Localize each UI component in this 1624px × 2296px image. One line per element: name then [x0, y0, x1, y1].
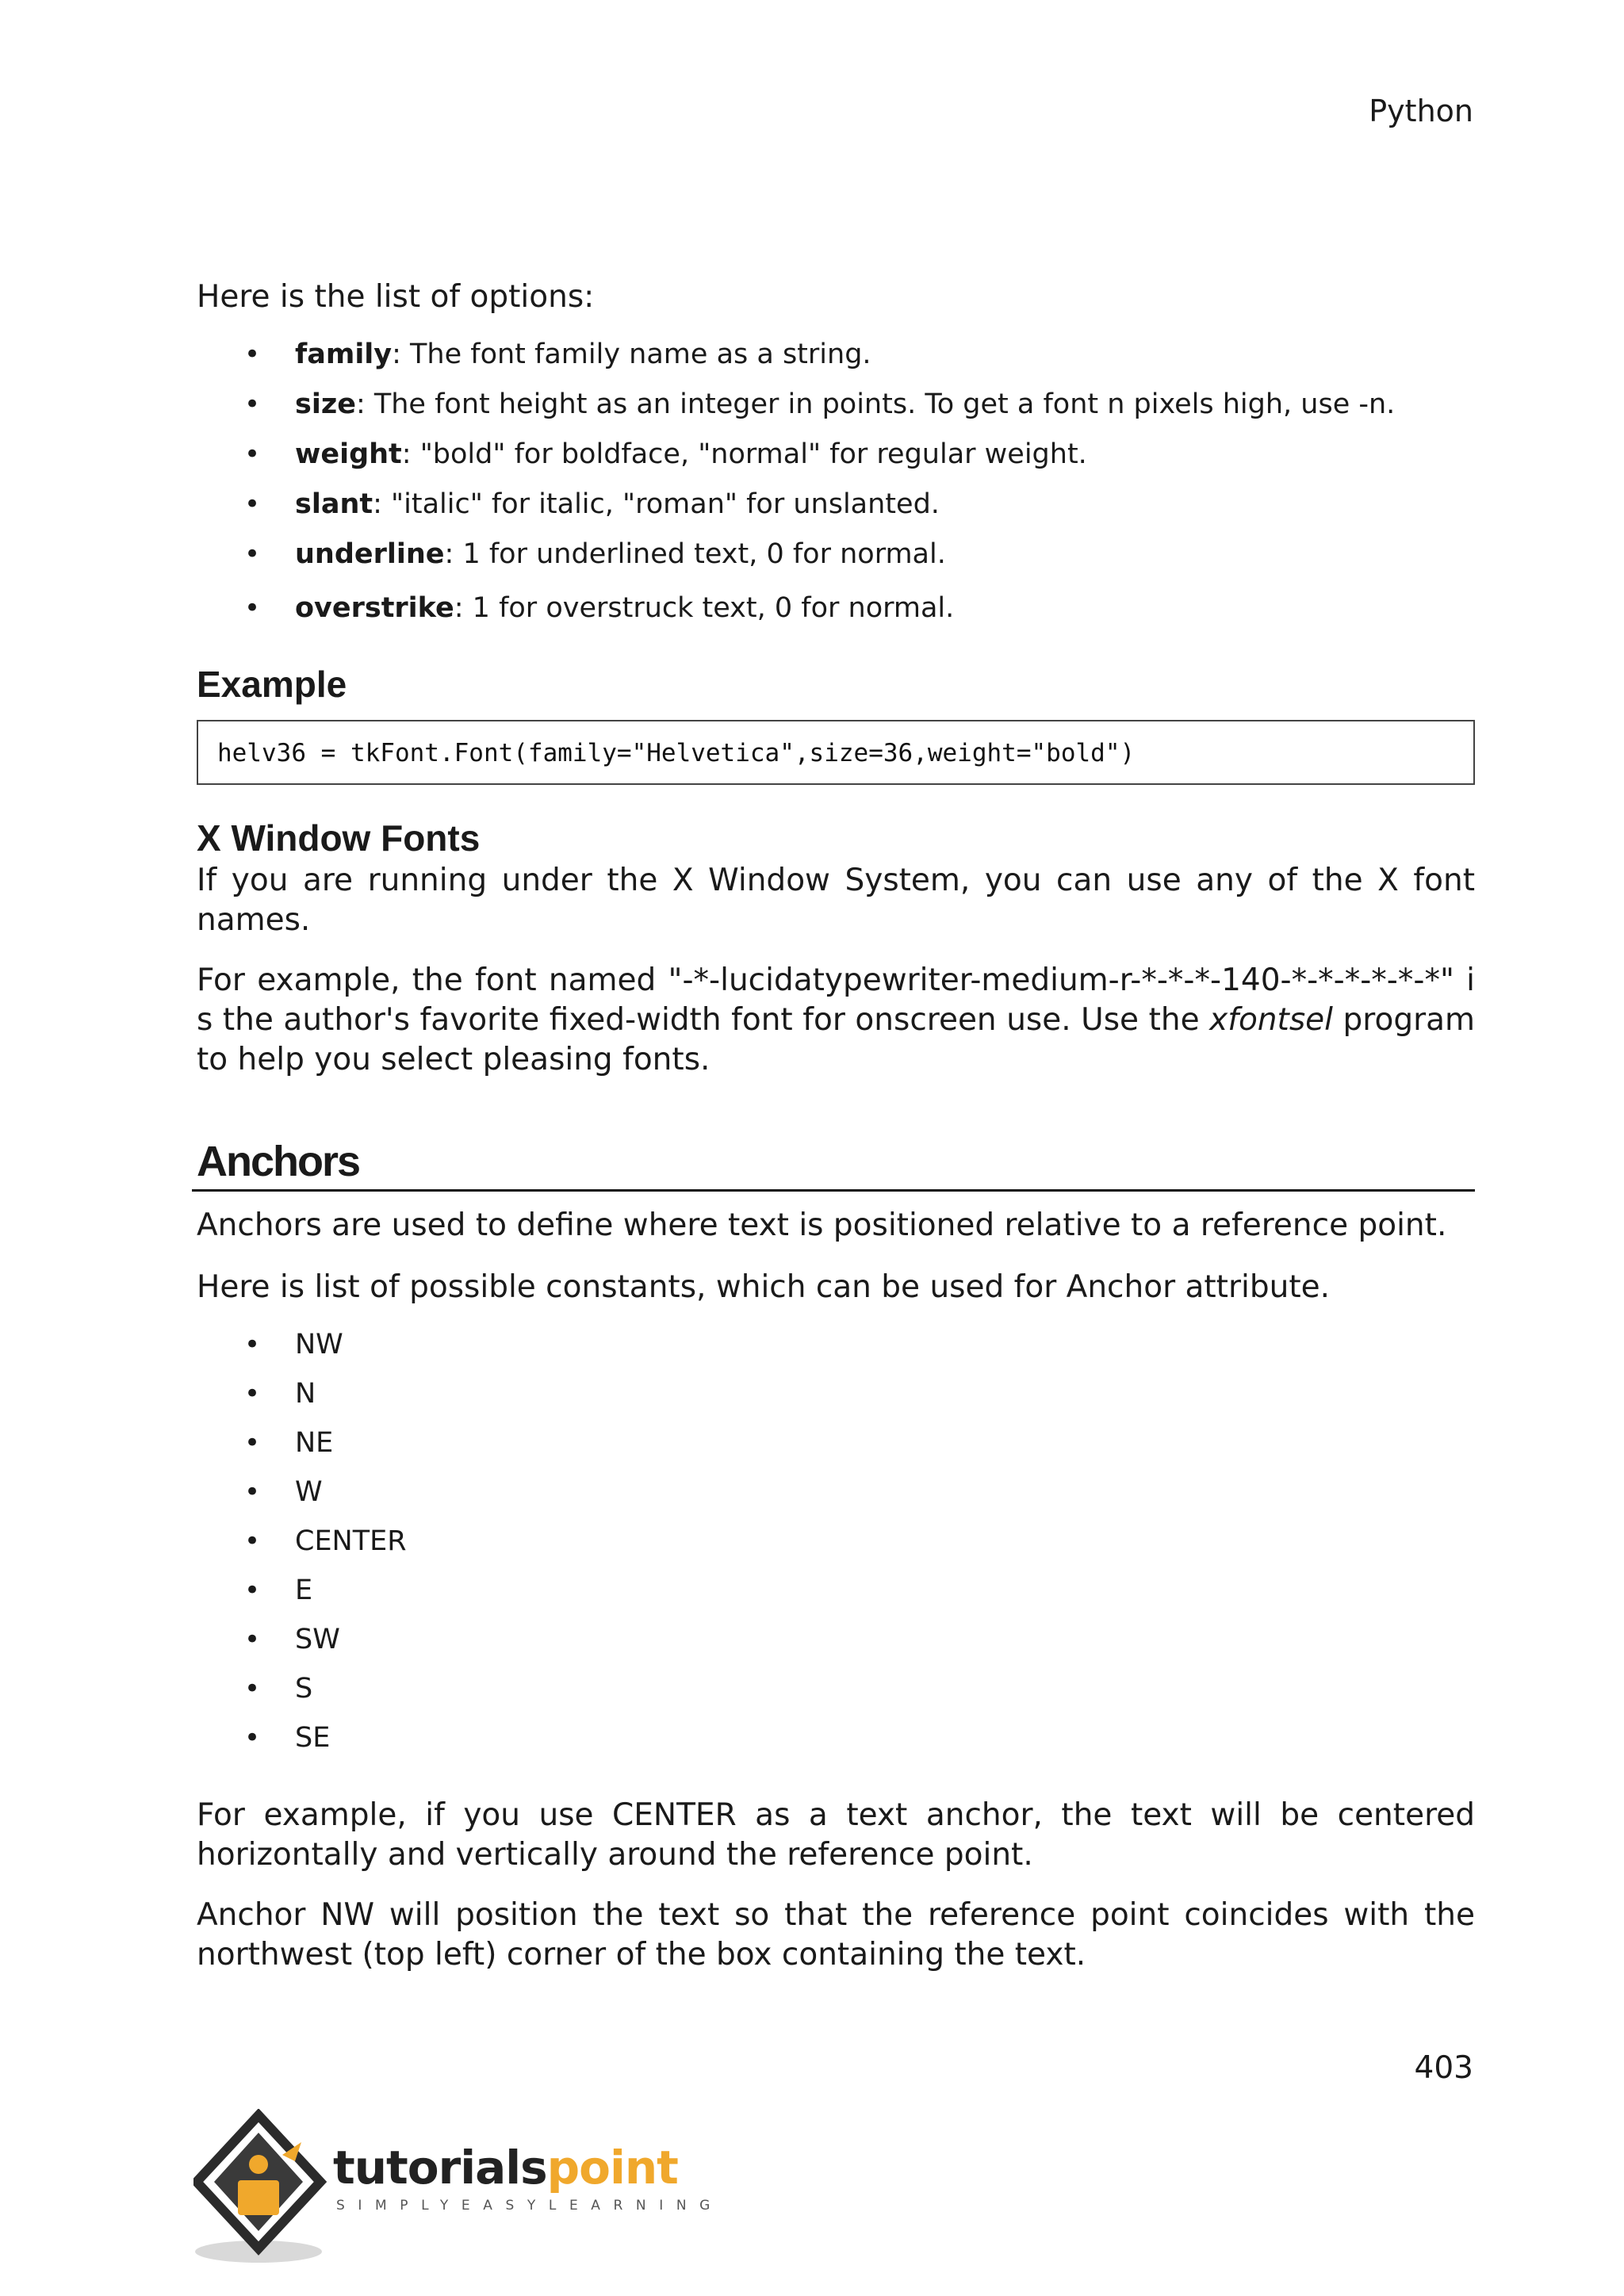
list-item: • SW [197, 1620, 1475, 1659]
option-name: size [295, 388, 356, 420]
x-window-para-2-text: For example, the font named "-*-lucidatypewriter-medium-r-*-*-*-140-*-*-*-*-*-*" is the author's favorite fixed-width font for onscreen use. Use the [197, 962, 1475, 1038]
anchors-para-3: For example, if you use CENTER as a text anchor, the text will be centered horizontally and vertically around the reference point. [197, 1797, 1475, 1873]
options-intro: Here is the list of options: [197, 279, 595, 315]
x-window-para-1: If you are running under the X Window System, you can use any of the X font names. [197, 863, 1475, 938]
logo-wordmark [333, 2141, 678, 2195]
list-item [197, 385, 1475, 424]
list-item [197, 335, 1475, 374]
list-item: • CENTER [197, 1521, 1475, 1561]
list-item: • NW [197, 1325, 1475, 1364]
option-name: weight [295, 438, 402, 470]
list-item: • W [197, 1472, 1475, 1512]
list-item [197, 434, 1475, 474]
option-name: family [295, 339, 393, 370]
option-desc: : 1 for overstruck text, 0 for normal. [454, 592, 955, 624]
option-desc: : "italic" for italic, "roman" for unslanted. [373, 488, 940, 520]
x-window-para-2-tail: program to help you select pleasing fonts. [197, 1002, 1476, 1077]
list-item: • S [197, 1669, 1475, 1709]
list-item: • E [197, 1571, 1475, 1610]
logo-word-accent: point [546, 2141, 678, 2195]
list-item: • N [197, 1374, 1475, 1414]
option-name: underline [295, 538, 445, 570]
list-item: • NE [197, 1423, 1475, 1463]
option-desc: : The font height as an integer in points. To get a font n pixels high, use -n. [355, 388, 1396, 420]
option-desc: : 1 for underlined text, 0 for normal. [444, 538, 946, 570]
section-divider [192, 1189, 1475, 1192]
option-desc: : The font family name as a string. [392, 339, 871, 370]
anchors-para-2: Here is list of possible constants, which can be used for Anchor attribute. [197, 1269, 1331, 1305]
list-item [197, 534, 1475, 574]
page-number: 403 [1414, 2050, 1473, 2086]
list-item: • SE [197, 1718, 1475, 1758]
example-heading: Example [197, 664, 347, 705]
option-name: slant [295, 488, 373, 520]
anchors-para-1: Anchors are used to define where text is positioned relative to a reference point. [197, 1207, 1447, 1243]
option-name: overstrike [295, 592, 454, 624]
logo-tagline: SIMPLYEASYLEARNING [336, 2198, 723, 2214]
list-item [197, 484, 1475, 524]
page-content [197, 277, 1475, 1975]
options-list [197, 335, 1475, 628]
anchor-constants-list [197, 1325, 1475, 1758]
running-header: Python [1369, 94, 1473, 128]
x-window-fonts-heading: X Window Fonts [197, 817, 481, 859]
tutorialspoint-logo-icon [193, 2109, 336, 2267]
code-block: helv36 = tkFont.Font(family="Helvetica",size=36,weight="bold") [197, 720, 1475, 785]
list-item [197, 588, 1475, 628]
anchors-heading: Anchors [197, 1138, 360, 1185]
x-window-para-2 [197, 961, 1475, 1080]
logo-word-dark: tutorials [333, 2141, 547, 2195]
option-desc: : "bold" for boldface, "normal" for regular weight. [401, 438, 1087, 470]
anchors-para-4: Anchor NW will position the text so that the reference point coincides with the northwest (top left) corner of the box containing the text. [197, 1897, 1475, 1973]
xfontsel-term: xfontsel [1209, 1002, 1333, 1038]
